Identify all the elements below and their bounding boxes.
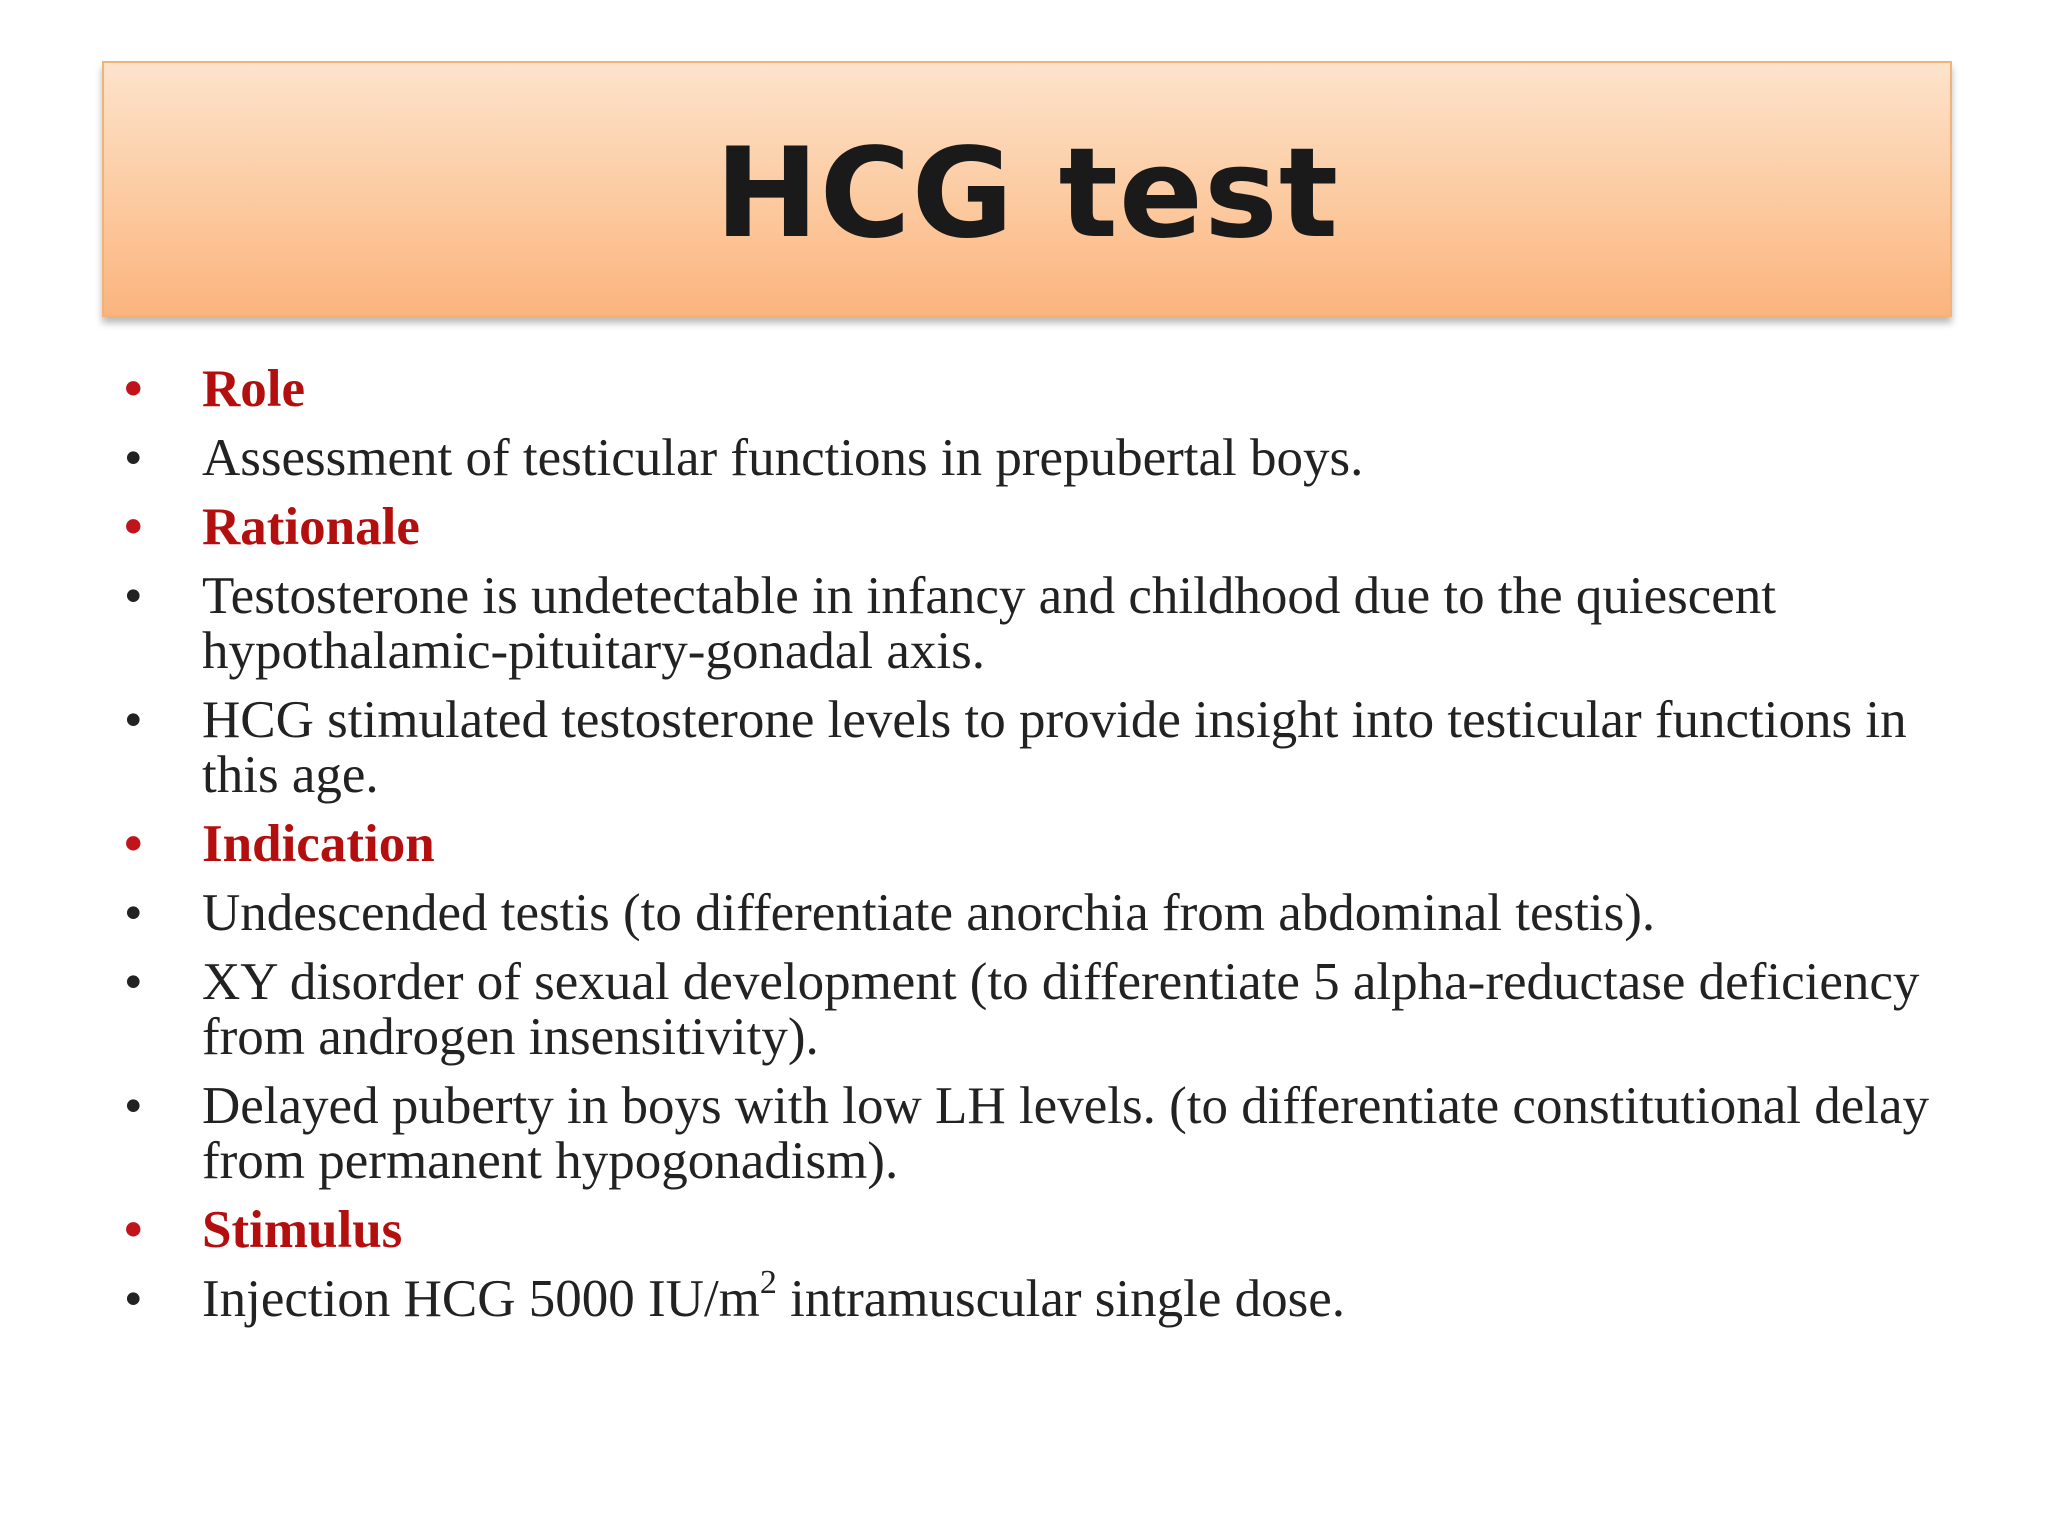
bullet-icon: •: [124, 1077, 143, 1135]
bullet-text: Role: [202, 360, 306, 418]
list-item: [118, 1264, 1958, 1328]
bullet-text: Undescended testis (to differentiate anorchia from abdominal testis).: [202, 884, 1656, 942]
bullet-text: Stimulus: [202, 1201, 403, 1259]
superscript-exponent: 2: [759, 1264, 777, 1302]
list-item: [118, 693, 1958, 803]
section-heading-role: [118, 362, 1958, 417]
title-banner: [102, 61, 1952, 317]
bullet-icon: •: [124, 567, 143, 625]
section-heading-stimulus: [118, 1203, 1958, 1258]
bullet-icon: •: [124, 884, 143, 942]
list-item: [118, 431, 1958, 486]
bullet-icon: •: [124, 1201, 143, 1259]
bullet-text: Testosterone is undetectable in infancy and childhood due to the quiescent hypothalamic-pituitary-gonadal axis.: [202, 567, 1777, 680]
list-item: [118, 569, 1958, 679]
bullet-text: [202, 1264, 1346, 1328]
dose-text-after: intramuscular single dose.: [776, 1270, 1346, 1328]
section-heading-indication: [118, 817, 1958, 872]
list-item: [118, 1079, 1958, 1189]
bullet-list: [118, 362, 1958, 1341]
slide-title: HCG test: [714, 122, 1340, 266]
bullet-icon: •: [124, 1270, 143, 1328]
bullet-icon: •: [124, 691, 143, 749]
bullet-text: Delayed puberty in boys with low LH levels. (to differentiate constitutional delay from permanent hypogonadism).: [202, 1077, 1929, 1190]
list-item: [118, 955, 1958, 1065]
bullet-icon: •: [124, 360, 143, 418]
bullet-text: HCG stimulated testosterone levels to provide insight into testicular functions in this age.: [202, 691, 1907, 804]
bullet-icon: •: [124, 953, 143, 1011]
bullet-text: XY disorder of sexual development (to differentiate 5 alpha-reductase deficiency from androgen insensitivity).: [202, 953, 1920, 1066]
bullet-icon: •: [124, 815, 143, 873]
bullet-text: Rationale: [202, 498, 420, 556]
bullet-icon: •: [124, 498, 143, 556]
section-heading-rationale: [118, 500, 1958, 555]
bullet-icon: •: [124, 429, 143, 487]
dose-text-before: Injection HCG 5000 IU/m: [202, 1270, 760, 1328]
bullet-text: Assessment of testicular functions in prepubertal boys.: [202, 429, 1364, 487]
bullet-text: Indication: [202, 815, 435, 873]
list-item: [118, 886, 1958, 941]
